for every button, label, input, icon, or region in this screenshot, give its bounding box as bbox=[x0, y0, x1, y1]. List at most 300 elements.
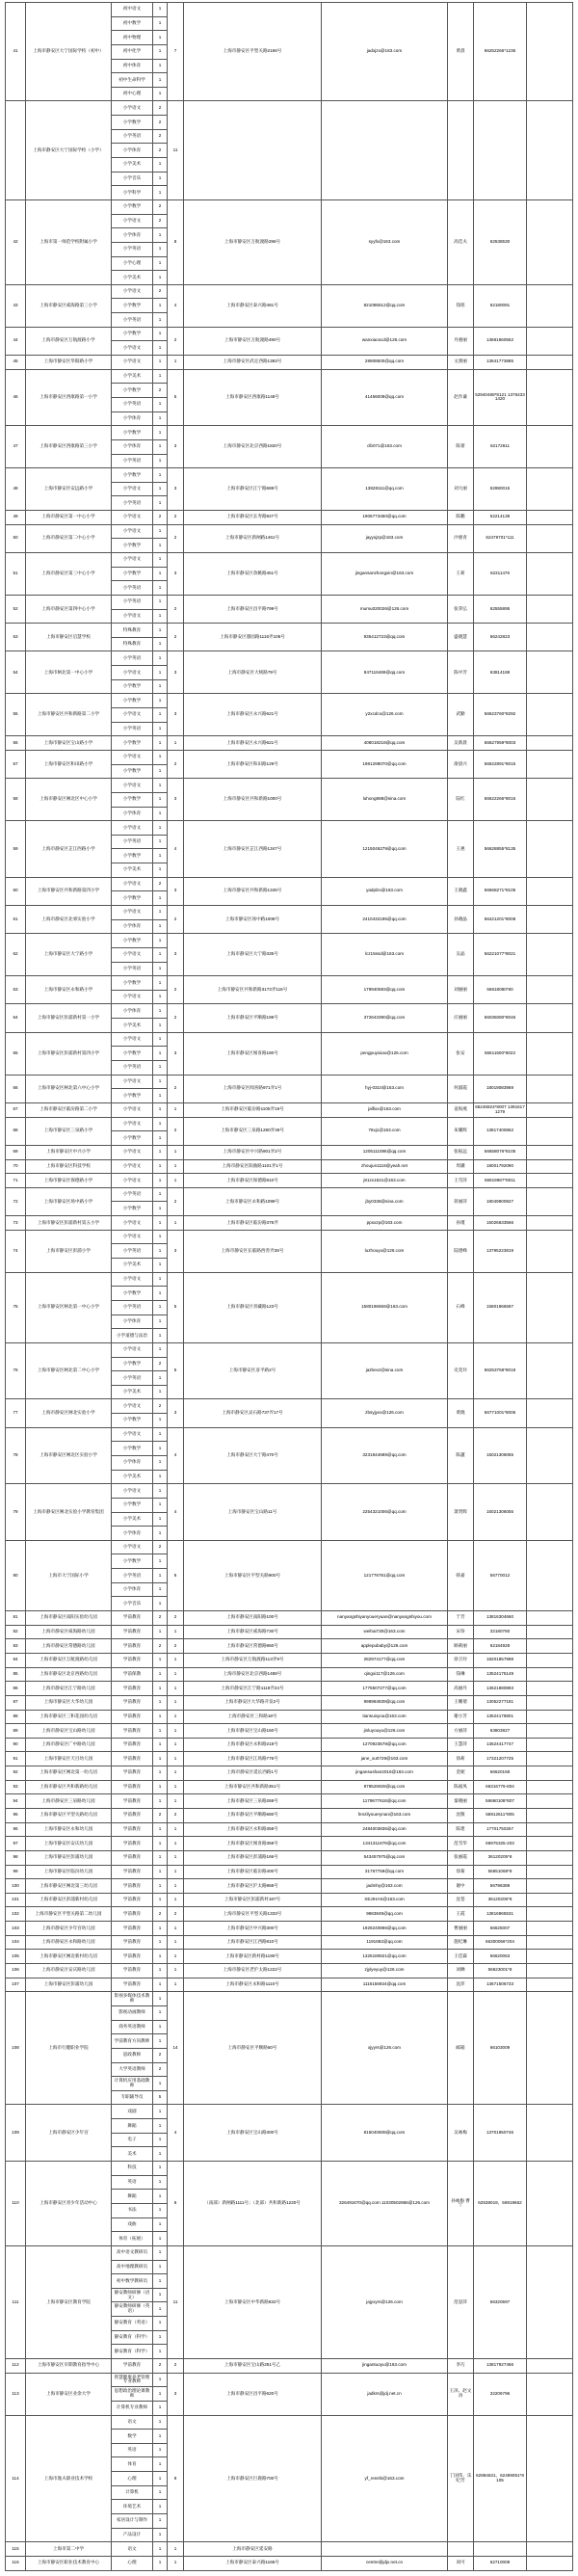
subject-count: 1 bbox=[153, 186, 168, 200]
row-number: 59 bbox=[6, 821, 26, 878]
subject-count: 1 bbox=[153, 947, 168, 962]
subject-count: 1 bbox=[153, 2034, 168, 2049]
subject-count: 1 bbox=[153, 906, 168, 920]
phone-cell: 15021306055 bbox=[474, 1484, 527, 1541]
subject-cell: 小学数学 bbox=[112, 116, 153, 130]
subject-count: 1 bbox=[153, 779, 168, 793]
total-count: 2 bbox=[168, 624, 184, 651]
row-number: 109 bbox=[6, 2105, 26, 2162]
email-cell: mumu020026@126.com bbox=[322, 595, 448, 623]
address-cell: 上海市静安区临汾路400号 bbox=[184, 1865, 322, 1879]
subject-cell: 小学语文 bbox=[112, 666, 153, 680]
blank-cell bbox=[527, 1964, 573, 1978]
subject-cell: 初中化学 bbox=[112, 44, 153, 59]
total-count: 1 bbox=[168, 1978, 184, 1992]
email-cell: luzhouyu@126.com bbox=[322, 1230, 448, 1272]
subject-cell: 小学语文 bbox=[112, 990, 153, 1004]
school-name: 上海市静安区彭浦幼儿园 bbox=[26, 1978, 112, 1992]
subject-count: 1 bbox=[153, 2387, 168, 2402]
address-cell: 上海市静安区和田路129号 bbox=[184, 750, 322, 778]
email-cell: qingxi117@126.com bbox=[322, 1667, 448, 1682]
school-name: 上海市静安区场中路小学 bbox=[26, 1187, 112, 1215]
school-name: 上海市静安区万航渡路小学 bbox=[26, 327, 112, 355]
contact-person: 黄晓 bbox=[448, 1399, 474, 1427]
school-name: 上海市静安区青少年活动中心 bbox=[26, 2162, 112, 2246]
subject-count: 1 bbox=[153, 228, 168, 243]
subject-cell: 智慧健康养老管理专业教师 bbox=[112, 2373, 153, 2387]
address-cell: （南部）新闸路1111号；（北部）共和新路1220号 bbox=[184, 2162, 322, 2246]
phone-cell: 62184928 bbox=[474, 1639, 527, 1654]
phone-cell: 32180760 bbox=[474, 1625, 527, 1639]
subject-cell: 戏曲 bbox=[112, 2217, 153, 2232]
subject-cell: 特殊教育 bbox=[112, 637, 153, 651]
row-number: 54 bbox=[6, 651, 26, 694]
blank-cell bbox=[527, 1893, 573, 1907]
subject-cell: 小学美术 bbox=[112, 369, 153, 384]
subject-count: 1 bbox=[153, 2542, 168, 2557]
contact-person: 谢中 bbox=[448, 1879, 474, 1894]
email-cell: jadkrs@jdj.net.cn bbox=[322, 2373, 448, 2415]
subject-cell: 学前教育方向教师 bbox=[112, 2034, 153, 2049]
subject-count: 1 bbox=[153, 962, 168, 976]
total-count: 1 bbox=[168, 1174, 184, 1188]
subject-cell: 小学语文 bbox=[112, 1145, 153, 1159]
table-row bbox=[6, 1766, 573, 1781]
row-number: 51 bbox=[6, 552, 26, 595]
subject-count: 1 bbox=[153, 679, 168, 694]
subject-count: 1 bbox=[153, 1893, 168, 1907]
total-count: 2 bbox=[168, 1639, 184, 1654]
phone-cell: 66242823 bbox=[474, 624, 527, 651]
address-cell: 上海市静安区威海路730号 bbox=[184, 1625, 322, 1639]
table-row bbox=[6, 1794, 573, 1809]
address-cell: 上海市静安区平顺路198号 bbox=[184, 1004, 322, 1032]
subject-count: 1 bbox=[153, 1682, 168, 1696]
phone-cell: 13795223819 bbox=[474, 1230, 527, 1272]
contact-person: 王慧萍 bbox=[448, 1738, 474, 1752]
school-name: 上海市静安区少年宫 bbox=[26, 2105, 112, 2162]
phone-cell: 52940488*8121 13764331420 bbox=[474, 369, 527, 426]
blank-cell bbox=[527, 624, 573, 651]
table-row bbox=[6, 1922, 573, 1936]
contact-person: 吴咏梅 bbox=[448, 2105, 474, 2162]
table-row bbox=[6, 1822, 573, 1837]
subject-count: 1 bbox=[153, 1850, 168, 1865]
total-count: 1 bbox=[168, 1922, 184, 1936]
contact-person: 王雪萍 bbox=[448, 1174, 474, 1188]
table-row bbox=[6, 369, 573, 384]
subject-count: 1 bbox=[153, 1442, 168, 1456]
email-cell: 935412723@qq.com bbox=[322, 624, 448, 651]
subject-count: 1 bbox=[153, 1554, 168, 1569]
school-name: 上海市静安区闸北第二中心小学 bbox=[26, 1342, 112, 1399]
subject-count: 1 bbox=[153, 1484, 168, 1499]
blank-cell bbox=[527, 101, 573, 199]
total-count: 2 bbox=[168, 595, 184, 623]
address-cell: 上海市静安区永和路358号 bbox=[184, 1822, 322, 1837]
blank-cell bbox=[527, 1187, 573, 1215]
row-number: 112 bbox=[6, 2358, 26, 2373]
subject-cell: 大学英语教师 bbox=[112, 2062, 153, 2077]
address-cell: 上海市静安区江场路776号 bbox=[184, 1752, 322, 1766]
row-number: 46 bbox=[6, 369, 26, 426]
subject-count: 1 bbox=[153, 299, 168, 313]
subject-count: 1 bbox=[153, 1822, 168, 1837]
blank-cell bbox=[527, 284, 573, 327]
subject-count: 1 bbox=[153, 1992, 168, 2006]
subject-cell: 小学美术 bbox=[112, 158, 153, 173]
phone-cell: 62538019、56919662 bbox=[474, 2162, 527, 2246]
contact-person: 孙瑾 bbox=[448, 1216, 474, 1231]
row-number: 110 bbox=[6, 2162, 26, 2246]
row-number: 58 bbox=[6, 779, 26, 821]
subject-cell: 小学英语 bbox=[112, 722, 153, 736]
total-count: 1 bbox=[168, 1822, 184, 1837]
email-cell: jadmhy@163.com bbox=[322, 1879, 448, 1894]
subject-count: 1 bbox=[153, 482, 168, 496]
email-cell: 31767759@qq.com bbox=[322, 1865, 448, 1879]
blank-cell bbox=[527, 3, 573, 101]
row-number: 65 bbox=[6, 1032, 26, 1075]
phone-cell: 13671506733 bbox=[474, 1978, 527, 1992]
total-count: 1 bbox=[168, 1766, 184, 1781]
subject-cell: 专职辅导员 bbox=[112, 2090, 153, 2105]
school-name: 上海市闸北第一中心小学 bbox=[26, 651, 112, 694]
total-count: 5 bbox=[168, 1272, 184, 1342]
contact-person: 韩嘉 bbox=[448, 1540, 474, 1610]
school-name: 上海市静安区安庆幼儿园 bbox=[26, 1837, 112, 1851]
contact-person: 金妮 bbox=[448, 1766, 474, 1781]
blank-cell bbox=[527, 2245, 573, 2358]
subject-cell: 小学语文 bbox=[112, 1427, 153, 1442]
table-row bbox=[6, 1187, 573, 1202]
contact-person: 沈敬 bbox=[448, 1809, 474, 1823]
subject-cell: 商务英语教师 bbox=[112, 2020, 153, 2034]
table-row bbox=[6, 1611, 573, 1626]
address-cell: 上海市静安区愚园路1116弄106号 bbox=[184, 624, 322, 651]
subject-count: 1 bbox=[153, 1315, 168, 1329]
phone-cell: 56651068*8 bbox=[474, 1865, 527, 1879]
phone-cell: 13816965531 bbox=[474, 1907, 527, 1922]
total-count: 1 bbox=[168, 1950, 184, 1964]
school-name: 上海市第一师范学校附属小学 bbox=[26, 199, 112, 284]
blank-cell bbox=[527, 1611, 573, 1626]
table-row bbox=[6, 624, 573, 638]
blank-cell bbox=[527, 1272, 573, 1342]
blank-cell bbox=[527, 1907, 573, 1922]
subject-cell: 小学体育 bbox=[112, 807, 153, 821]
subject-cell: 小学数学 bbox=[112, 694, 153, 708]
blank-cell bbox=[527, 511, 573, 525]
contact-person: 孙晓晶 bbox=[448, 906, 474, 934]
address-cell: 上海市静安区余姚路451号 bbox=[184, 552, 322, 595]
table-row bbox=[6, 2373, 573, 2387]
subject-count: 1 bbox=[153, 1032, 168, 1047]
subject-cell: 小学语文 bbox=[112, 877, 153, 891]
address-cell: 上海市静安区长临路西善弄28号 bbox=[184, 1230, 322, 1272]
subject-cell: 小学英语 bbox=[112, 1371, 153, 1386]
total-count: 2 bbox=[168, 750, 184, 778]
school-name: 上海市静安区共和新路幼儿园 bbox=[26, 1780, 112, 1794]
subject-count: 1 bbox=[153, 919, 168, 934]
school-name: 上海市静安区临汾幼儿园 bbox=[26, 1865, 112, 1879]
table-row bbox=[6, 1724, 573, 1739]
phone-cell: 32206796 bbox=[474, 2373, 527, 2415]
blank-cell bbox=[527, 2358, 573, 2373]
subject-cell: 学前教育 bbox=[112, 1865, 153, 1879]
table-row bbox=[6, 1272, 573, 1287]
subject-count: 2 bbox=[153, 129, 168, 144]
address-cell: 上海市静安区巨鹿路700号 bbox=[184, 2415, 322, 2542]
subject-cell: 体育 bbox=[112, 2457, 153, 2472]
subject-cell: 小学数学 bbox=[112, 736, 153, 751]
email-cell: 2484003836@qq.com bbox=[322, 1822, 448, 1837]
subject-cell: 小学体育 bbox=[112, 1582, 153, 1597]
subject-count: 1 bbox=[153, 750, 168, 764]
address-cell: 上海市静安区常德路860号 bbox=[184, 1639, 322, 1654]
subject-count: 1 bbox=[153, 990, 168, 1004]
subject-cell: 体育（拓展） bbox=[112, 2232, 153, 2246]
contact-person: 刘大丽 bbox=[448, 468, 474, 511]
contact-person: 丁国伟、乐纪芳 bbox=[448, 2415, 474, 2542]
subject-count: 1 bbox=[153, 1159, 168, 1174]
blank-cell bbox=[527, 1653, 573, 1667]
subject-count: 2 bbox=[153, 144, 168, 158]
blank-cell bbox=[527, 369, 573, 426]
phone-cell: 56320597 bbox=[474, 2245, 527, 2358]
subject-count: 1 bbox=[153, 1527, 168, 1541]
total-count: 1 bbox=[168, 1145, 184, 1159]
subject-count: 1 bbox=[153, 2500, 168, 2514]
subject-count: 1 bbox=[153, 1724, 168, 1739]
school-name: 上海市静安区常德路幼儿园 bbox=[26, 1639, 112, 1654]
subject-count: 1 bbox=[153, 849, 168, 863]
subject-cell: 计算机专业教师 bbox=[112, 2401, 153, 2415]
row-number: 72 bbox=[6, 1187, 26, 1215]
total-count: 1 bbox=[168, 1850, 184, 1865]
subject-cell: 学前教育 bbox=[112, 1794, 153, 1809]
blank-cell bbox=[527, 1766, 573, 1781]
school-name: 上海市静安区闸北区实验小学 bbox=[26, 1427, 112, 1484]
subject-cell: 小学数学 bbox=[112, 299, 153, 313]
email-cell: yf_renshi@163.com bbox=[322, 2415, 448, 2542]
table-row bbox=[6, 1865, 573, 1879]
phone-cell: 17701750267 bbox=[474, 1822, 527, 1837]
blank-cell bbox=[527, 1145, 573, 1159]
subject-cell: 小学语文 bbox=[112, 1117, 153, 1131]
subject-cell: 小学数学 bbox=[112, 426, 153, 440]
subject-cell: 小学英语 bbox=[112, 835, 153, 849]
subject-cell: 电子 bbox=[112, 2133, 153, 2147]
email-cell: nanyangshiyanyoueryuan@nanyangshiyou.com bbox=[322, 1611, 448, 1626]
subject-count: 1 bbox=[153, 764, 168, 779]
subject-count: 1 bbox=[153, 426, 168, 440]
subject-count: 1 bbox=[153, 736, 168, 751]
row-number: 93 bbox=[6, 1780, 26, 1794]
blank-cell bbox=[527, 327, 573, 355]
blank-cell bbox=[527, 524, 573, 552]
total-count: 4 bbox=[168, 2105, 184, 2162]
table-row bbox=[6, 426, 573, 440]
address-cell: 上海市静安区老沪太路1222号 bbox=[184, 1964, 322, 1978]
row-number: 105 bbox=[6, 1950, 26, 1964]
subject-cell: 美术 bbox=[112, 2147, 153, 2162]
subject-cell: 小学数学 bbox=[112, 1287, 153, 1301]
subject-count: 1 bbox=[153, 468, 168, 483]
row-number: 77 bbox=[6, 1399, 26, 1427]
school-name: 上海市静安区西康路第三小学 bbox=[26, 426, 112, 468]
row-number: 48 bbox=[6, 468, 26, 511]
subject-count: 5 bbox=[153, 2090, 168, 2105]
subject-cell: 小学英语 bbox=[112, 397, 153, 412]
phone-cell: 56658076*8105 bbox=[474, 1145, 527, 1159]
table-row bbox=[6, 1653, 573, 1667]
school-name: 上海市静安区第四中心小学 bbox=[26, 595, 112, 623]
subject-cell: 初中生命科学 bbox=[112, 73, 153, 88]
school-name: 上海市静安区闸北实验小学教育集团 bbox=[26, 1484, 112, 1541]
row-number: 115 bbox=[6, 2542, 26, 2557]
subject-count: 1 bbox=[153, 666, 168, 680]
row-number: 90 bbox=[6, 1738, 26, 1752]
contact-person: 方丽萍 bbox=[448, 1724, 474, 1739]
contact-person: 俞晨兴 bbox=[448, 750, 474, 778]
school-name: 上海市静安区闸北第六中心小学 bbox=[26, 1075, 112, 1102]
subject-cell: 小学语文 bbox=[112, 821, 153, 836]
contact-person: 陈中芳 bbox=[448, 651, 474, 694]
row-number: 102 bbox=[6, 1907, 26, 1922]
subject-cell: 初中体育 bbox=[112, 59, 153, 73]
school-name: 上海市大宁国际小学 bbox=[26, 1540, 112, 1610]
subject-cell: 学前教育 bbox=[112, 1907, 153, 1922]
subject-cell: 小学体育 bbox=[112, 919, 153, 934]
school-name: 上海市静安区永和幼儿园 bbox=[26, 1822, 112, 1837]
total-count: 2 bbox=[168, 976, 184, 1004]
contact-person: 王佳霖 bbox=[448, 1950, 474, 1964]
subject-count: 1 bbox=[153, 313, 168, 328]
phone-cell: 56620168 bbox=[474, 1766, 527, 1781]
table-row bbox=[6, 1935, 573, 1950]
phone-cell: 13816304660 bbox=[474, 1611, 527, 1626]
school-name: 上海市静安区彭浦新村幼儿园 bbox=[26, 1893, 112, 1907]
blank-cell bbox=[527, 651, 573, 694]
phone-cell: 36120205*8 bbox=[474, 1850, 527, 1865]
subject-count: 1 bbox=[153, 1061, 168, 1076]
row-number: 67 bbox=[6, 1102, 26, 1117]
school-name: 上海市静安区安庆路幼儿园 bbox=[26, 1964, 112, 1978]
email-cell: 3231844689@qq.com bbox=[322, 1427, 448, 1484]
subject-cell: 初中语文 bbox=[112, 3, 153, 17]
subject-cell: 小学英语 bbox=[112, 595, 153, 609]
subject-count: 1 bbox=[153, 1498, 168, 1512]
school-name: 上海市静安区永和路幼儿园 bbox=[26, 1935, 112, 1950]
address-cell: 上海市静安区宝山路300号 bbox=[184, 2105, 322, 2162]
total-count: 3 bbox=[168, 651, 184, 694]
row-number: 63 bbox=[6, 976, 26, 1004]
school-name: 上海市静安区西康路第一小学 bbox=[26, 369, 112, 426]
subject-cell: 小学数学 bbox=[112, 1047, 153, 1061]
address-cell: 上海市静安区平顺路680号 bbox=[184, 1809, 322, 1823]
email-cell: 847116469@qq.com bbox=[322, 651, 448, 694]
address-cell: 上海市静安区宝山路251号乙 bbox=[184, 2358, 322, 2373]
blank-cell bbox=[527, 1667, 573, 1682]
phone-cell: 13524178801 bbox=[474, 1710, 527, 1724]
contact-person: 武勤 bbox=[448, 694, 474, 736]
school-name: 上海市静安区天目幼儿园 bbox=[26, 1752, 112, 1766]
school-name: 上海市静安区北郊实验小学 bbox=[26, 906, 112, 934]
blank-cell bbox=[527, 694, 573, 736]
school-name: 上海市行健职业学院 bbox=[26, 1992, 112, 2105]
subject-count: 1 bbox=[153, 496, 168, 511]
row-number: 75 bbox=[6, 1272, 26, 1342]
contact-person: 顾莉丽 bbox=[448, 1639, 474, 1654]
subject-count: 1 bbox=[153, 327, 168, 341]
contact-person: 应丽丽 bbox=[448, 1004, 474, 1032]
total-count: 4 bbox=[168, 1427, 184, 1484]
subject-count: 2 bbox=[153, 877, 168, 891]
contact-person: 史奕玲 bbox=[448, 1342, 474, 1399]
subject-cell: 学前教育 bbox=[112, 1809, 153, 1823]
contact-person: 蒋丽萍 bbox=[448, 1187, 474, 1215]
phone-cell: 56660108*807 bbox=[474, 1794, 527, 1809]
contact-person: 王晓鑫 bbox=[448, 877, 474, 905]
phone-cell: 56796389 bbox=[474, 1879, 527, 1894]
row-number: 74 bbox=[6, 1230, 26, 1272]
phone-cell bbox=[474, 2542, 527, 2557]
address-cell: 上海市静安区北京西路1820号 bbox=[184, 426, 322, 468]
subject-count: 1 bbox=[153, 454, 168, 468]
phone-cell: 18019083969 bbox=[474, 1075, 527, 1102]
email-cell: 1775507277@qq.com bbox=[322, 1682, 448, 1696]
email-cell: 878526928@qq.com bbox=[322, 1780, 448, 1794]
subject-cell: 书法 bbox=[112, 2203, 153, 2217]
subject-count: 1 bbox=[153, 31, 168, 45]
subject-count: 1 bbox=[153, 1216, 168, 1231]
blank-cell bbox=[527, 1004, 573, 1032]
phone-cell: 13524417747 bbox=[474, 1738, 527, 1752]
subject-cell: 学前教育 bbox=[112, 1695, 153, 1710]
address-cell: 上海市静安区北京西路1488号 bbox=[184, 1667, 322, 1682]
blank-cell bbox=[527, 1230, 573, 1272]
subject-count: 1 bbox=[153, 172, 168, 186]
subject-cell: 小学美术 bbox=[112, 1019, 153, 1033]
total-count: 1 bbox=[168, 356, 184, 370]
subject-cell: 小学美术 bbox=[112, 863, 153, 878]
table-row bbox=[6, 1484, 573, 1499]
subject-cell: 小学语文 bbox=[112, 779, 153, 793]
contact-person: 陆建峰 bbox=[448, 1230, 474, 1272]
row-number: 80 bbox=[6, 1540, 26, 1610]
subject-cell: 小学语文 bbox=[112, 524, 153, 539]
table-row bbox=[6, 284, 573, 299]
subject-count: 1 bbox=[153, 87, 168, 101]
blank-cell bbox=[527, 2415, 573, 2542]
subject-cell: 小学语文 bbox=[112, 552, 153, 567]
blank-cell bbox=[527, 2373, 573, 2415]
subject-count: 1 bbox=[153, 16, 168, 31]
row-number: 96 bbox=[6, 1822, 26, 1837]
blank-cell bbox=[527, 2556, 573, 2570]
phone-cell: 66252266*1236 bbox=[474, 3, 527, 101]
subject-cell: 小学语文 bbox=[112, 482, 153, 496]
email-cell: wanxiaoxcd@126.com bbox=[322, 327, 448, 355]
address-cell: 上海市静安区闻喜路358号 bbox=[184, 1837, 322, 1851]
table-row bbox=[6, 750, 573, 764]
subject-cell: 初中物理 bbox=[112, 31, 153, 45]
subject-cell: 思想政治理论课教师 bbox=[112, 2387, 153, 2402]
contact-person: 张振远 bbox=[448, 1145, 474, 1159]
address-cell: 上海市静安区泰兴路1165号 bbox=[184, 2556, 322, 2570]
subject-count: 1 bbox=[153, 1879, 168, 1894]
